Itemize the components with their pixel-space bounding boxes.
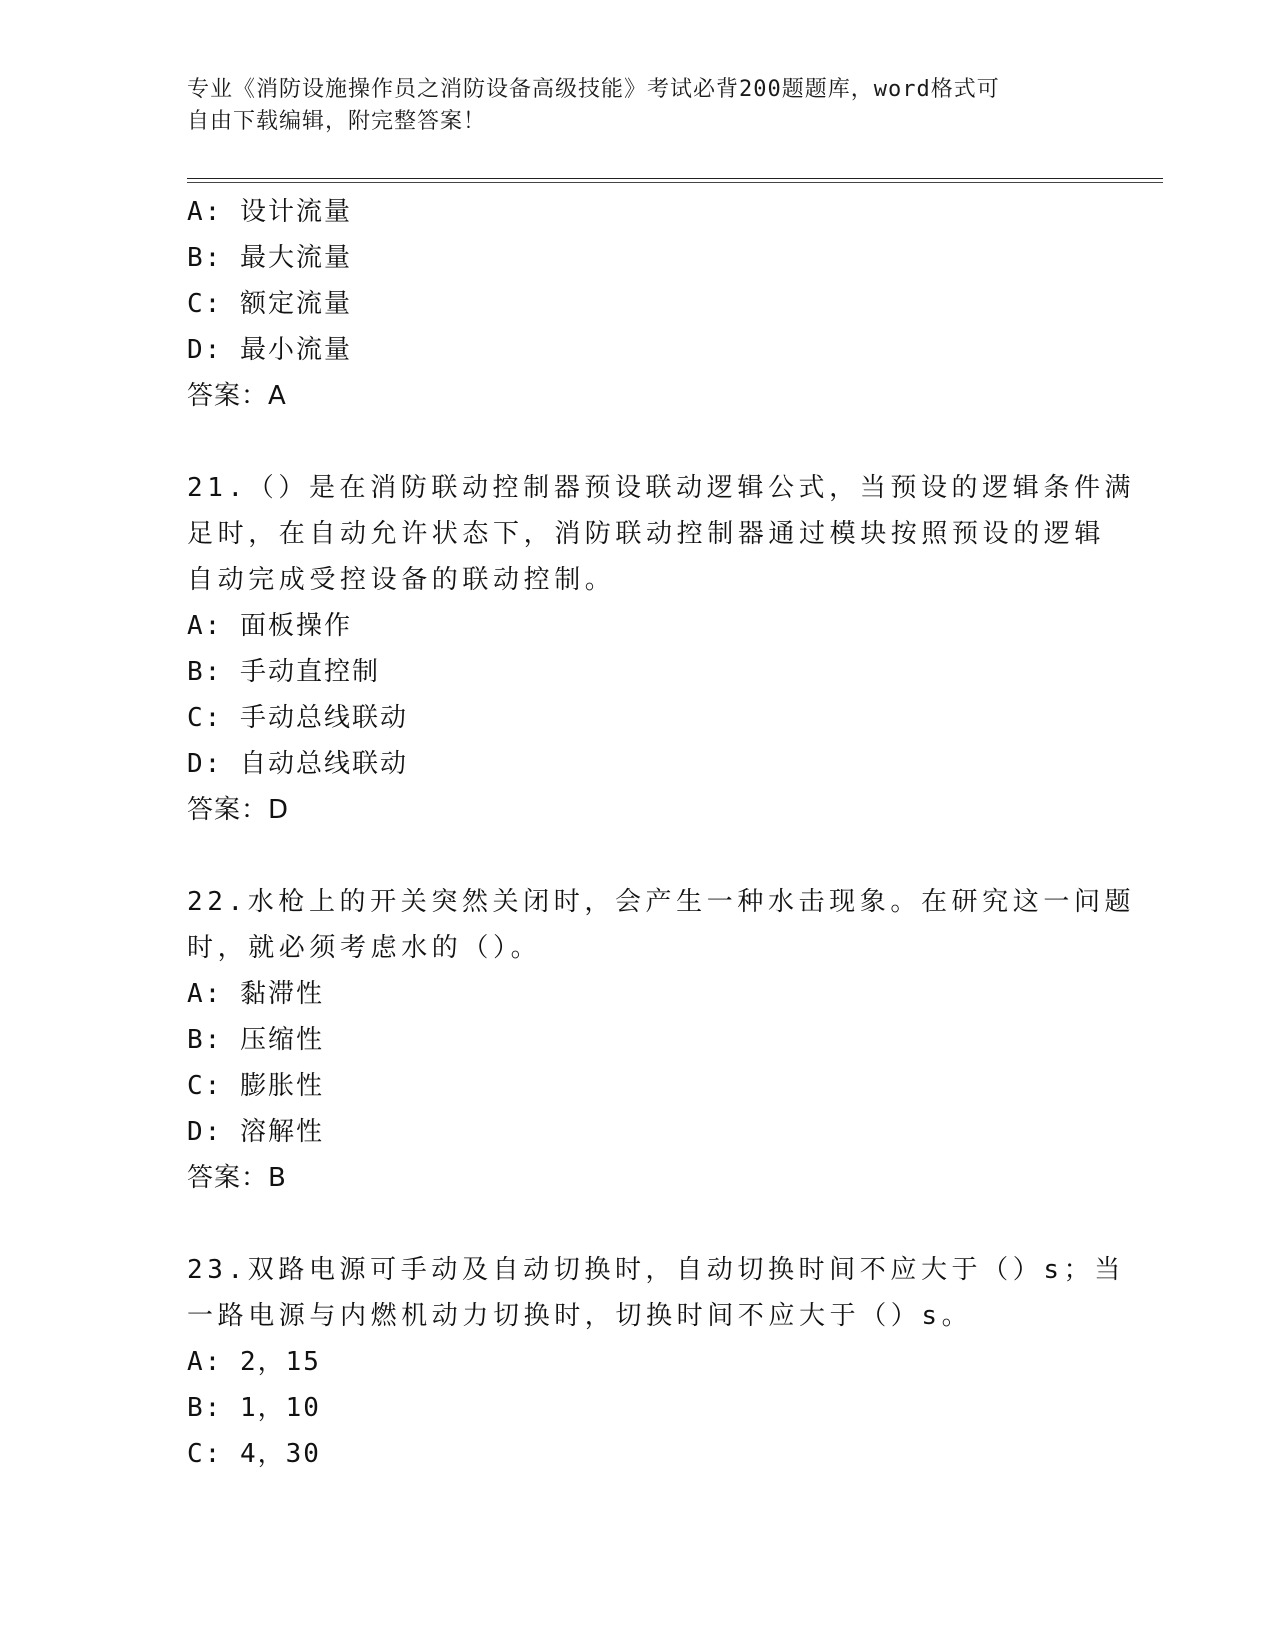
question-text-line: 自动完成受控设备的联动控制。 <box>187 565 616 595</box>
option-b: B: 1，10 <box>187 1393 321 1423</box>
option-c: C: 额定流量 <box>187 289 352 319</box>
answer-line: 答案：A <box>187 381 287 411</box>
question-text-line: 一路电源与内燃机动力切换时，切换时间不应大于（）s。 <box>187 1301 973 1331</box>
option-a: A: 2，15 <box>187 1347 321 1377</box>
question-text-line: 时，就必须考虑水的（）。 <box>187 933 542 963</box>
option-a: A: 设计流量 <box>187 197 352 227</box>
option-d: D: 自动总线联动 <box>187 749 408 779</box>
option-a: A: 黏滞性 <box>187 979 324 1009</box>
option-c: C: 膨胀性 <box>187 1071 324 1101</box>
header-divider-top <box>187 178 1163 179</box>
question-text-line: 23.双路电源可手动及自动切换时，自动切换时间不应大于（）s；当 <box>187 1255 1125 1285</box>
question-list <box>187 189 1136 1477</box>
option-d: D: 溶解性 <box>187 1117 324 1147</box>
answer-line: 答案：D <box>187 795 290 825</box>
option-b: B: 手动直控制 <box>187 657 380 687</box>
option-b: B: 压缩性 <box>187 1025 324 1055</box>
question-text-line: 21.（）是在消防联动控制器预设联动逻辑公式，当预设的逻辑条件满 <box>187 473 1136 503</box>
question-spacer <box>187 419 1087 465</box>
question-21-block <box>187 465 1136 833</box>
question-spacer <box>187 1201 1087 1247</box>
question-text-line: 22.水枪上的开关突然关闭时，会产生一种水击现象。在研究这一问题 <box>187 887 1136 917</box>
header-divider-bottom <box>187 182 1163 183</box>
header-line-1: 专业《消防设施操作员之消防设备高级技能》考试必背200题题库，word格式可 <box>187 77 1000 102</box>
option-a: A: 面板操作 <box>187 611 352 641</box>
answer-line: 答案：B <box>187 1163 287 1193</box>
option-c: C: 4，30 <box>187 1439 321 1469</box>
question-23-block <box>187 1247 1125 1477</box>
question-spacer <box>187 833 1087 879</box>
document-header <box>187 74 1087 138</box>
option-c: C: 手动总线联动 <box>187 703 408 733</box>
question-20-block <box>187 189 1087 419</box>
header-line-2: 自由下载编辑，附完整答案！ <box>187 109 487 134</box>
question-text-line: 足时，在自动允许状态下，消防联动控制器通过模块按照预设的逻辑 <box>187 519 1106 549</box>
option-d: D: 最小流量 <box>187 335 352 365</box>
option-b: B: 最大流量 <box>187 243 352 273</box>
question-22-block <box>187 879 1136 1201</box>
